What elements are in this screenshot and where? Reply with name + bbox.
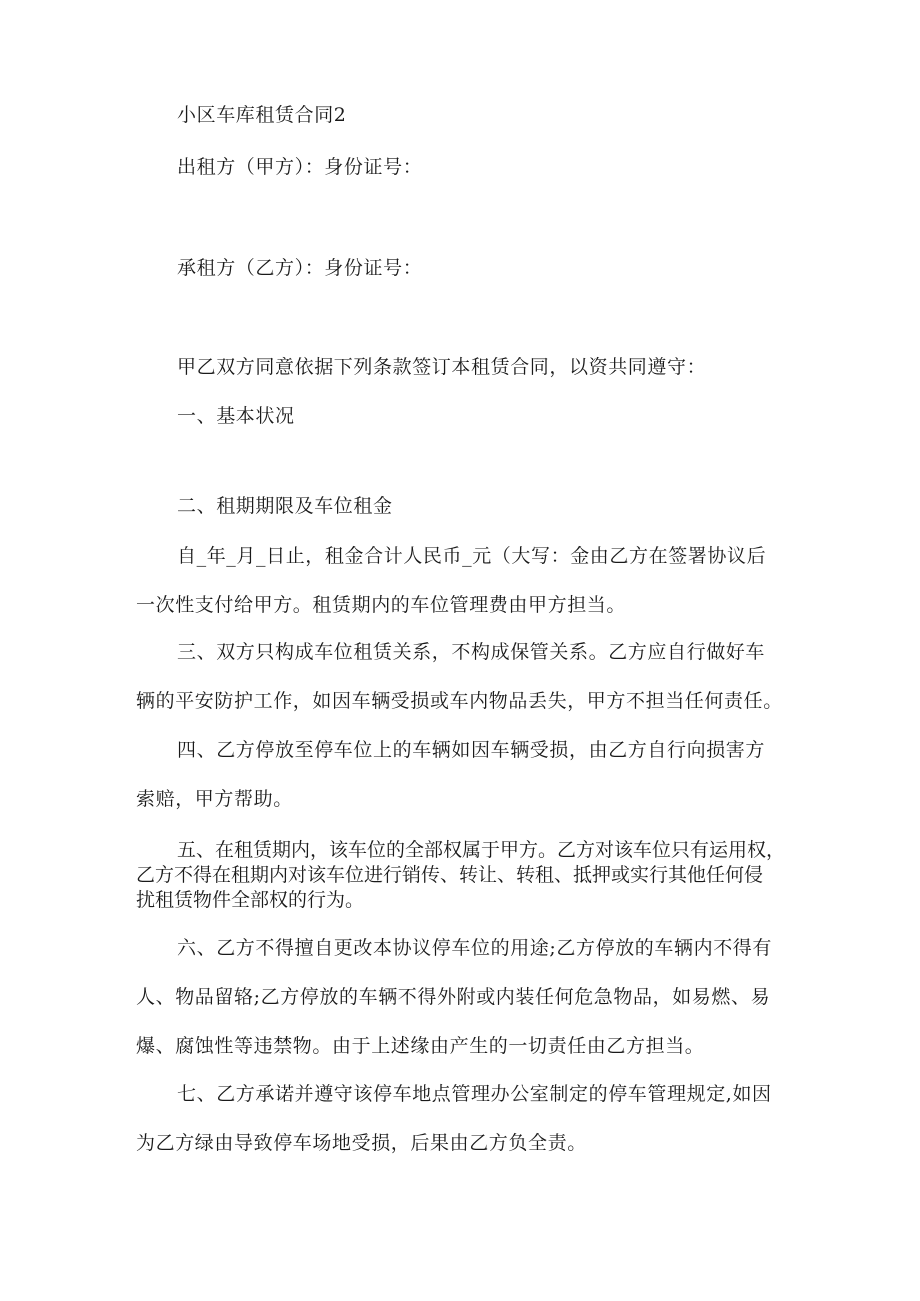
section-6-line-2: 人、物品留辂;乙方停放的车辆不得外附或内装任何危急物品，如易燃、易: [136, 986, 771, 1008]
section-3-line-2: 辆的平安防护工作，如因车辆受损或车内物品丢失，甲方不担当任何责任。: [136, 690, 783, 712]
section-7-line-2: 为乙方绿由导致停车场地受损，后果由乙方负全责。: [136, 1132, 587, 1154]
section-4-line-2: 索赔，甲方帮助。: [136, 788, 293, 810]
section-2-heading: 二、租期期限及车位租金: [177, 495, 393, 517]
section-5-line-2: 乙方不得在租期内对该车位进行销传、转让、转租、抵押或实行其他任何侵: [136, 864, 764, 886]
section-6-line-1: 六、乙方不得擅自更改本协议停车位的用途;乙方停放的车辆内不得有: [177, 937, 773, 959]
section-2-line-1: 自_年_月_日止，租金合计人民币_元（大写：金由乙方在签署协议后: [177, 545, 767, 567]
intro-paragraph: 甲乙双方同意依据下列条款签订本租赁合同，以资共同遵守：: [177, 356, 707, 378]
lessor-line: 出租方（甲方）：身份证号：: [177, 156, 423, 178]
section-7-line-1: 七、乙方承诺并遵守该停车地点管理办公室制定的停车管理规定,如因: [177, 1083, 772, 1105]
section-4-line-1: 四、乙方停放至停车位上的车辆如因车辆受损，由乙方自行向损害方: [177, 739, 766, 761]
section-5-line-1: 五、在租赁期内，该车位的全部权属于甲方。乙方对该车位只有运用权，: [177, 839, 786, 861]
section-2-line-2: 一次性支付给甲方。租赁期内的车位管理费由甲方担当。: [136, 594, 627, 616]
section-3-line-1: 三、双方只构成车位租赁关系，不构成保管关系。乙方应自行做好车: [177, 641, 766, 663]
lessee-line: 承租方（乙方）：身份证号：: [177, 257, 423, 279]
section-5-line-3: 扰租赁物件全部权的行为。: [136, 889, 365, 911]
section-6-line-3: 爆、腐蚀性等违禁物。由于上述缘由产生的一切责任由乙方担当。: [136, 1035, 705, 1057]
document-title: 小区车库租赁合同2: [177, 104, 347, 126]
section-1-heading: 一、基本状况: [177, 405, 295, 427]
